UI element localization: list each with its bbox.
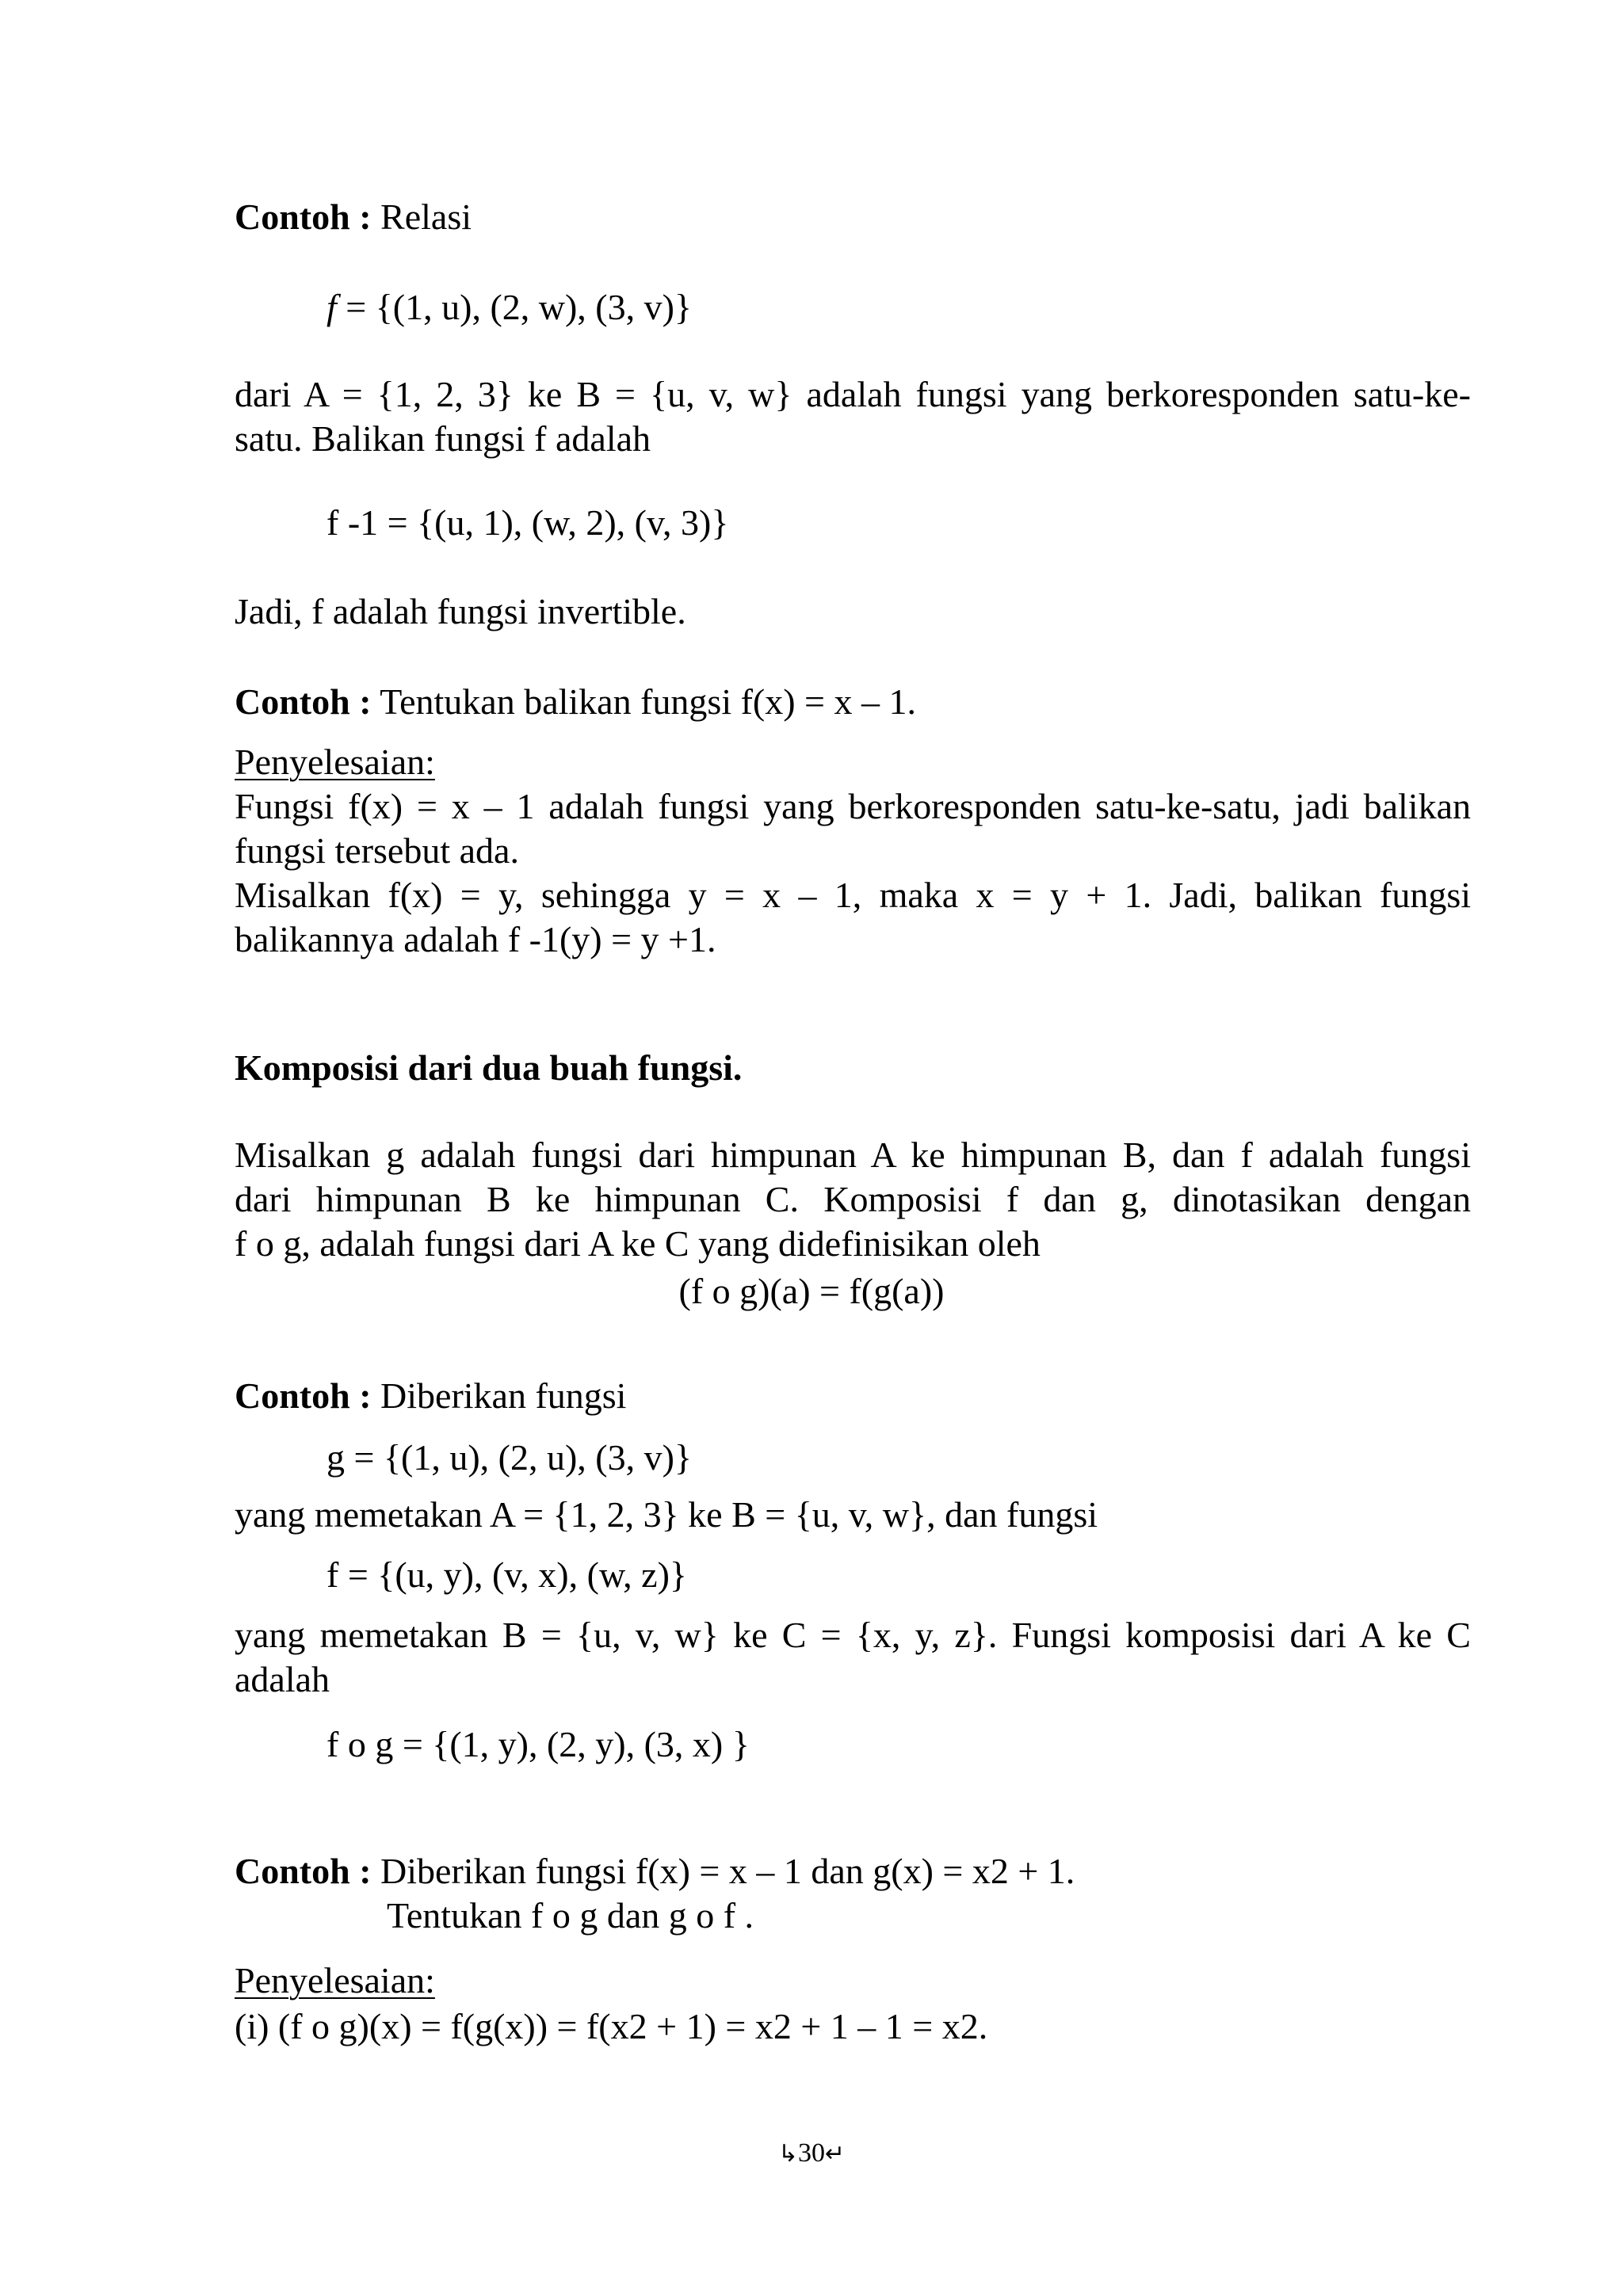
section-para-line-2: dari himpunan B ke himpunan C. Komposisi f dan g, dinotasikan dengan — [235, 1179, 1471, 1219]
contoh-label: Contoh : — [235, 1375, 372, 1416]
contoh-label: Contoh : — [235, 196, 372, 237]
solution-label: Penyelesaian: — [235, 742, 435, 782]
example-3-title: Diberikan fungsi — [371, 1375, 627, 1416]
example-3-heading — [235, 1374, 626, 1418]
example-4-task: Tentukan f o g dan g o f . — [387, 1895, 754, 1936]
example-3-map-line-3: adalah — [235, 1659, 330, 1699]
example-2-question: Tentukan balikan fungsi f(x) = x – 1. — [371, 681, 916, 722]
example-4-heading — [235, 1849, 1075, 1894]
example-1-conclusion: Jadi, f adalah fungsi invertible. — [235, 591, 686, 631]
function-f-set: f = {(u, y), (v, x), (w, z)} — [327, 1554, 687, 1595]
return-arrow-icon: ↵ — [825, 2140, 846, 2168]
example-1-desc-line-1: dari A = {1, 2, 3} ke B = {u, v, w} adalah fungsi yang berkoresponden satu-ke- — [235, 374, 1471, 414]
composition-formula: (f o g)(a) = f(g(a)) — [678, 1271, 945, 1311]
example-3-map-line-1: yang memetakan A = {1, 2, 3} ke B = {u, v, w}, dan fungsi — [235, 1494, 1098, 1535]
example-4-given: Diberikan fungsi f(x) = x – 1 dan g(x) = x2 + 1. — [371, 1851, 1075, 1891]
example-2-line-3: Misalkan f(x) = y, sehingga y = x – 1, maka x = y + 1. Jadi, balikan fungsi — [235, 875, 1471, 915]
contoh-label: Contoh : — [235, 681, 372, 722]
example-2-line-2: fungsi tersebut ada. — [235, 830, 519, 871]
contoh-label: Contoh : — [235, 1851, 372, 1891]
section-heading — [235, 1046, 742, 1090]
inverse-f-line: f -1 = {(u, 1), (w, 2), (v, 3)} — [327, 502, 729, 543]
example-2-line-1: Fungsi f(x) = x – 1 adalah fungsi yang berkoresponden satu-ke-satu, jadi balikan — [235, 786, 1471, 826]
page-footer — [0, 2131, 1623, 2176]
section-heading-text: Komposisi dari dua buah fungsi. — [235, 1047, 743, 1088]
example-2-line-4: balikannya adalah f -1(y) = y +1. — [235, 919, 716, 959]
example-4-step-1: (i) (f o g)(x) = f(g(x)) = f(x2 + 1) = x2 + 1 – 1 = x2. — [235, 2006, 988, 2046]
left-arrow-icon: ↳ — [777, 2140, 798, 2168]
page-number: 30 — [798, 2138, 825, 2168]
function-g-set: g = {(1, u), (2, u), (3, v)} — [327, 1437, 693, 1478]
solution-label: Penyelesaian: — [235, 1960, 435, 2000]
section-para-line-3: f o g, adalah fungsi dari A ke C yang didefinisikan oleh — [235, 1223, 1041, 1264]
section-para-line-1: Misalkan g adalah fungsi dari himpunan A ke himpunan B, dan f adalah fungsi — [235, 1135, 1471, 1175]
composition-result: f o g = {(1, y), (2, y), (3, x) } — [327, 1724, 750, 1764]
relation-f-set: = {(1, u), (2, w), (3, v)} — [346, 287, 693, 327]
example-3-map-line-2: yang memetakan B = {u, v, w} ke C = {x, y, z}. Fungsi komposisi dari A ke C — [235, 1615, 1471, 1655]
example-1-heading — [235, 195, 472, 239]
relation-f-line: f = {(1, u), (2, w), (3, v)} — [327, 287, 693, 327]
example-1-desc-line-2: satu. Balikan fungsi f adalah — [235, 418, 651, 459]
example-2-heading — [235, 680, 916, 724]
example-1-title: Relasi — [371, 196, 472, 237]
